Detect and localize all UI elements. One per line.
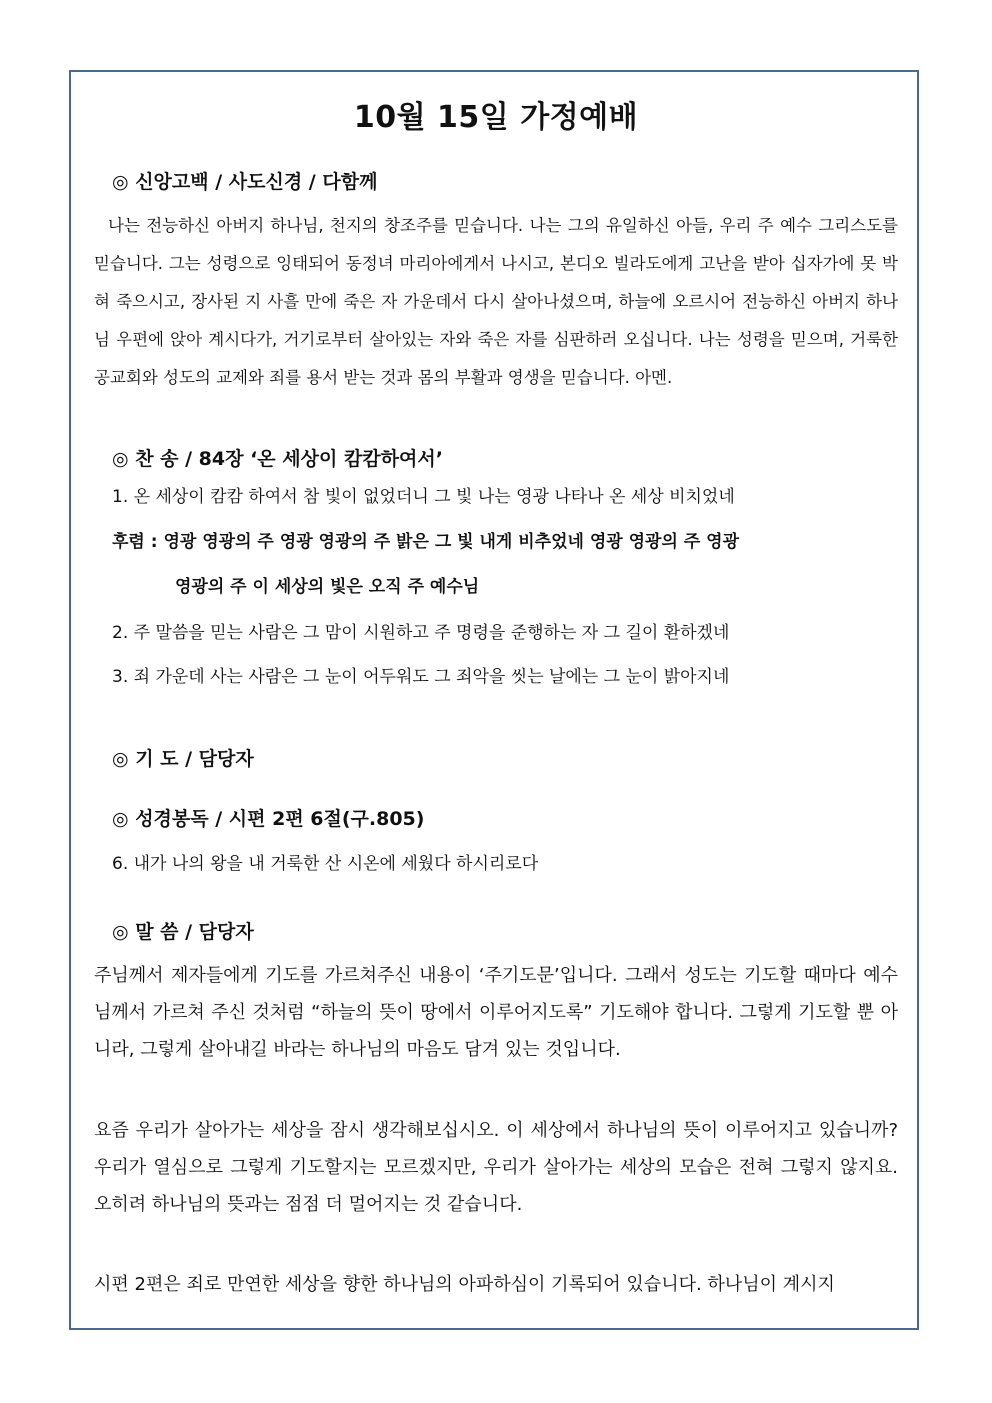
sermon-paragraph-3: 시편 2편은 죄로 만연한 세상을 향한 하나님의 아파하심이 기록되어 있습니다. 하나님이 계시지 xyxy=(94,1274,835,1295)
hymn-heading: ◎ 찬 송 / 84장 ‘온 세상이 캄캄하여서’ xyxy=(112,448,443,470)
sermon-heading: ◎ 말 씀 / 담당자 xyxy=(112,921,254,943)
reading-verse: 6. 내가 나의 왕을 내 거룩한 산 시온에 세웠다 하시리로다 xyxy=(112,854,539,874)
hymn-chorus-line-2: 영광의 주 이 세상의 빛은 오직 주 예수님 xyxy=(175,577,480,597)
hymn-verse-1: 1. 온 세상이 캄캄 하여서 참 빛이 없었더니 그 빛 나는 영광 나타나 온 세상 비치었네 xyxy=(112,487,735,507)
prayer-heading: ◎ 기 도 / 담당자 xyxy=(112,748,254,770)
hymn-chorus-line-1: 후렴 : 영광 영광의 주 영광 영광의 주 밝은 그 빛 내게 비추었네 영광 영광의 주 영광 xyxy=(112,532,739,552)
sermon-paragraph-1: 주님께서 제자들에게 기도를 가르쳐주신 내용이 ‘주기도문’입니다. 그래서 성도는 기도할 때마다 예수님께서 가르쳐 주신 것처럼 “하늘의 뜻이 땅에서 이루어지도록” 기도해야 합니다. 그렇게 기도할 뿐 아니라, 그렇게 살아내길 바라는 하나님의 마음도 담겨 있는 것입니다. xyxy=(94,965,898,1060)
sermon-paragraph-2: 요즘 우리가 살아가는 세상을 잠시 생각해보십시오. 이 세상에서 하나님의 뜻이 이루어지고 있습니까? 우리가 열심으로 그렇게 기도할지는 모르겠지만, 우리가 살아가는 세상의 모습은 전혀 그렇지 않지요. 오히려 하나님의 뜻과는 점점 더 멀어지는 것 같습니다. xyxy=(94,1120,898,1215)
hymn-verse-2: 2. 주 말씀을 믿는 사람은 그 맘이 시원하고 주 명령을 준행하는 자 그 길이 환하겠네 xyxy=(112,623,730,643)
page-title: 10월 15일 가정예배 xyxy=(353,100,639,135)
creed-heading: ◎ 신앙고백 / 사도신경 / 다함께 xyxy=(112,171,378,193)
reading-heading: ◎ 성경봉독 / 시편 2편 6절(구.805) xyxy=(112,808,425,830)
creed-text: 나는 전능하신 아버지 하나님, 천지의 창조주를 믿습니다. 나는 그의 유일하신 아들, 우리 주 예수 그리스도를 믿습니다. 그는 성령으로 잉태되어 동정녀 마리아에게서 나시고, 본디오 빌라도에게 고난을 받아 십자가에 못 박혀 죽으시고, 장사된 지 사흘 만에 죽은 자 가운데서 다시 살아나셨으며, 하늘에 오르시어 전능하신 아버지 하나님 우편에 앉아 계시다가, 거기로부터 살아있는 자와 죽은 자를 심판하러 오십니다. 나는 성령을 믿으며, 거룩한 공교회와 성도의 교제와 죄를 용서 받는 것과 몸의 부활과 영생을 믿습니다. 아멘. xyxy=(94,216,898,387)
hymn-verse-3: 3. 죄 가운데 사는 사람은 그 눈이 어두워도 그 죄악을 씻는 날에는 그 눈이 밝아지네 xyxy=(112,667,730,687)
